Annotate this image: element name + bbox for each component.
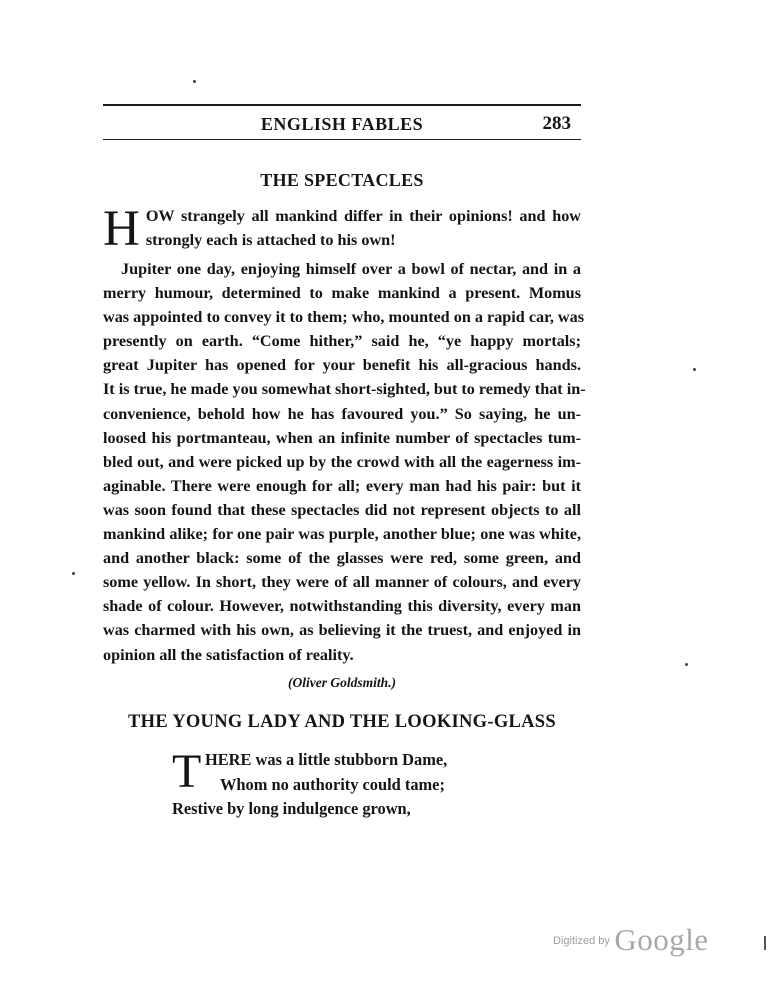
verse-line: Whom no authority could tame; bbox=[220, 774, 445, 794]
page-number: 283 bbox=[542, 113, 571, 134]
print-speck bbox=[685, 663, 688, 666]
body-line: some yellow. In short, they were of all manner of colours, and every bbox=[103, 573, 581, 592]
body-line: mankind alike; for one pair was purple, another blue; one was white, bbox=[103, 525, 581, 544]
body-line: bled out, and were picked up by the crowd with all the eagerness im- bbox=[103, 452, 581, 471]
body-line: Jupiter one day, enjoying himself over a bowl of nectar, and in a bbox=[121, 260, 581, 278]
watermark-brand: Google bbox=[614, 922, 709, 957]
body-line: opinion all the satisfaction of reality. bbox=[103, 645, 354, 664]
section-title-looking-glass: THE YOUNG LADY AND THE LOOKING-GLASS bbox=[128, 712, 556, 732]
intro-line: OW strangely all mankind differ in their opinions! and how bbox=[145, 207, 581, 225]
verse-line: HERE was a little stubborn Dame, bbox=[205, 750, 448, 769]
watermark-prefix: Digitized by bbox=[553, 935, 610, 947]
body-line: was soon found that these spectacles did not represent objects to all bbox=[103, 500, 581, 519]
verse-line: Restive by long indulgence grown, bbox=[172, 799, 411, 818]
verse-block bbox=[172, 745, 448, 822]
opening-paragraph bbox=[103, 201, 581, 257]
body-line: aginable. There were enough for all; every man had his pair: but it bbox=[103, 476, 581, 495]
fable-body bbox=[103, 257, 586, 667]
header-title: ENGLISH FABLES bbox=[260, 114, 424, 134]
body-line: and another black: some of the glasses were red, some green, and bbox=[103, 549, 581, 568]
print-speck bbox=[193, 80, 196, 83]
body-line: convenience, behold how he has favoured you.” So saying, he un- bbox=[103, 404, 581, 423]
print-speck bbox=[72, 572, 75, 575]
section-title-spectacles: THE SPECTACLES bbox=[260, 170, 424, 190]
intro-line: strongly each is attached to his own! bbox=[145, 230, 396, 249]
body-line: great Jupiter has opened for your benefit his all-gracious hands. bbox=[103, 356, 581, 375]
dropcap-letter: T bbox=[172, 745, 202, 798]
body-line: was appointed to convey it to them; who, mounted on a rapid car, was bbox=[103, 308, 584, 327]
body-line: merry humour, determined to make mankind a present. Momus bbox=[103, 284, 581, 303]
body-line: was charmed with his own, as believing it the truest, and enjoyed in bbox=[103, 621, 581, 640]
print-speck bbox=[693, 368, 696, 371]
page-edge-mark bbox=[764, 936, 766, 950]
digitized-watermark bbox=[553, 922, 709, 958]
body-line: shade of colour. However, notwithstanding this diversity, every man bbox=[103, 597, 581, 616]
body-line: loosed his portmanteau, when an infinite number of spectacles tum- bbox=[103, 428, 581, 447]
body-line: presently on earth. “Come hither,” said he, “ye happy mortals; bbox=[103, 332, 581, 351]
attribution: (Oliver Goldsmith.) bbox=[288, 675, 396, 690]
body-line: It is true, he made you somewhat short-sighted, but to remedy that in- bbox=[103, 380, 586, 399]
running-header bbox=[103, 104, 581, 140]
dropcap-letter: H bbox=[103, 201, 140, 257]
